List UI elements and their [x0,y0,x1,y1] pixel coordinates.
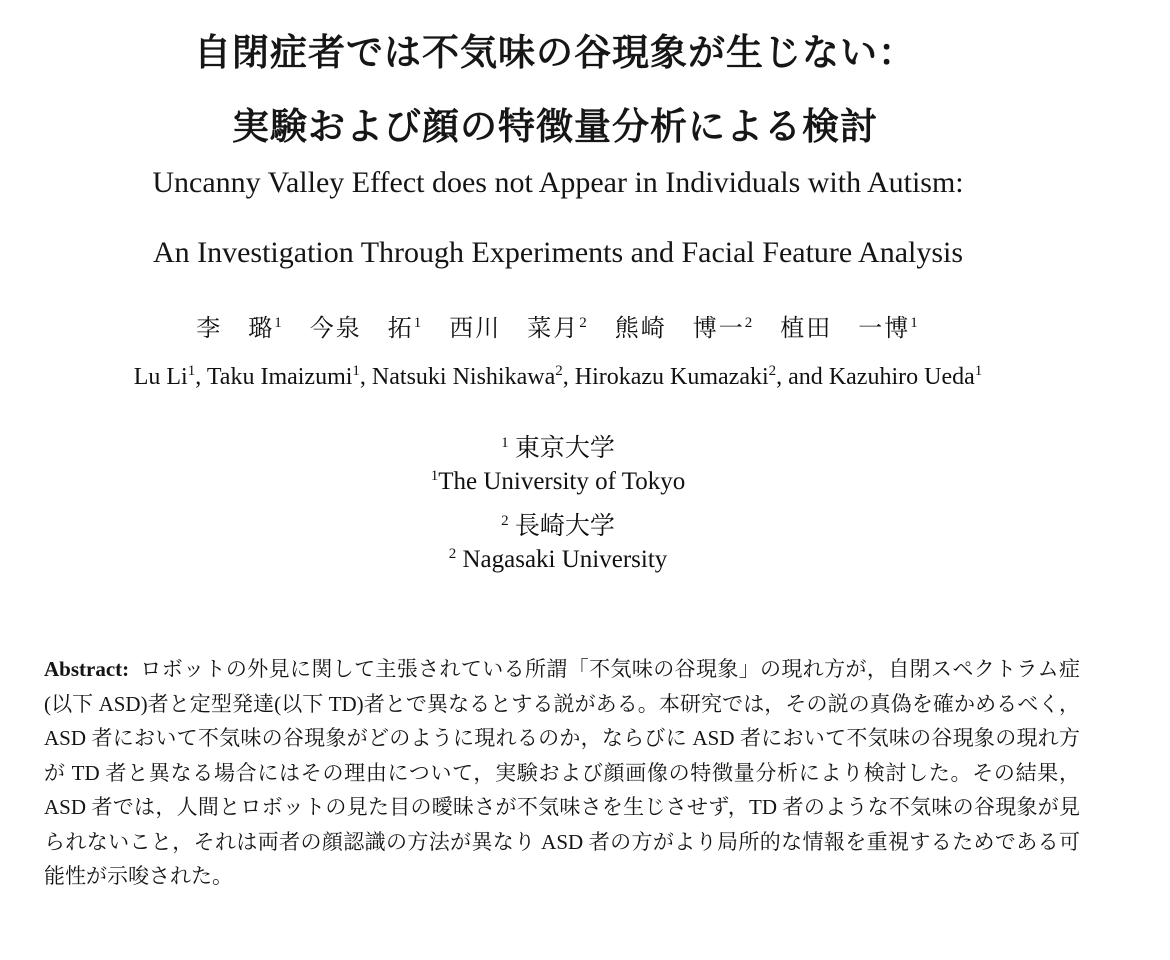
author-ja-affiliation-mark: 1 [910,315,920,331]
author-en-name: Lu Li [133,364,188,390]
author-ja-affiliation-mark: 2 [579,315,589,331]
title-japanese-line-2: 実験および顔の特徴量分析による検討 [232,105,878,148]
affiliation-text: 東京大学 [508,435,615,462]
author-ja-name: 李 璐 [196,316,275,342]
author-separator: , [195,364,207,390]
affiliation-ja-2 [0,506,1116,542]
author-ja-name: 西川 菜月 [449,316,580,342]
title-english-line-1: Uncanny Valley Effect does not Appear in Individuals with Autism: [152,166,964,199]
affiliation-text: 長崎大学 [508,513,615,540]
author-ja-affiliation-mark: 1 [413,315,424,331]
author-ja-affiliation-mark: 2 [744,315,755,331]
affiliation-text: Nagasaki University [456,546,668,573]
author-en-affiliation-mark: 1 [974,363,983,379]
author-ja-name: 熊崎 博一 [614,316,745,342]
affiliation-text: The University of Tokyo [438,468,686,495]
affiliation-mark: 1 [430,468,439,484]
abstract-text: ロボットの外見に関して主張されている所謂「不気味の谷現象」の現れ方が，自閉スペクトラム症(以下 ASD)者と定型発達(以下 TD)者とで異なるとする説がある。本研究では，その説の真偽を確かめるべく，ASD 者において不気味の谷現象がどのように現れるのか，ならびに ASD 者において不気味の谷現象の現れ方が TD 者と異なる場合にはその理由について，実験および顔画像の特徴量分析により検討した。その結果，ASD 者では，人間とロボットの見た目の曖昧さが不気味さを生じさせず，TD 者のような不気味の谷現象が見られないこと，それは両者の顔認識の方法が異なり ASD 者の方がより局所的な情報を重視するためである可能性が示唆された。 [44,657,1081,888]
affiliation-en-2 [0,546,1116,574]
affiliation-mark: 1 [501,435,509,451]
author-en-name: Taku Imaizumi [206,364,353,390]
author-separator: , [562,364,575,390]
author-ja-name: 今泉 拓 [309,316,414,342]
author-en-name: Kazuhiro Ueda [828,364,975,390]
author-en-affiliation-mark: 2 [555,363,563,379]
author-separator: , and [776,364,829,390]
title-english-line-2: An Investigation Through Experiments and Facial Feature Analysis [152,236,964,269]
abstract [44,652,1080,894]
author-ja-affiliation-mark: 1 [274,315,284,331]
title-japanese-line-1: 自閉症者では不気味の谷現象が生じない： [194,31,916,74]
affiliation-ja-1 [0,428,1116,464]
author-ja-name: 植田 一博 [780,316,911,342]
author-en-name: Hirokazu Kumazaki [574,364,769,390]
authors-japanese [0,308,1116,343]
authors-english [0,364,1116,391]
affiliation-mark: 2 [501,513,509,529]
affiliation-mark: 2 [448,546,457,562]
author-en-name: Natsuki Nishikawa [371,364,556,390]
author-en-affiliation-mark: 1 [187,363,196,379]
affiliation-en-1 [0,468,1116,496]
author-en-affiliation-mark: 2 [768,363,777,379]
author-separator: , [359,364,372,390]
abstract-label: Abstract: [44,657,130,681]
author-en-affiliation-mark: 1 [352,363,360,379]
